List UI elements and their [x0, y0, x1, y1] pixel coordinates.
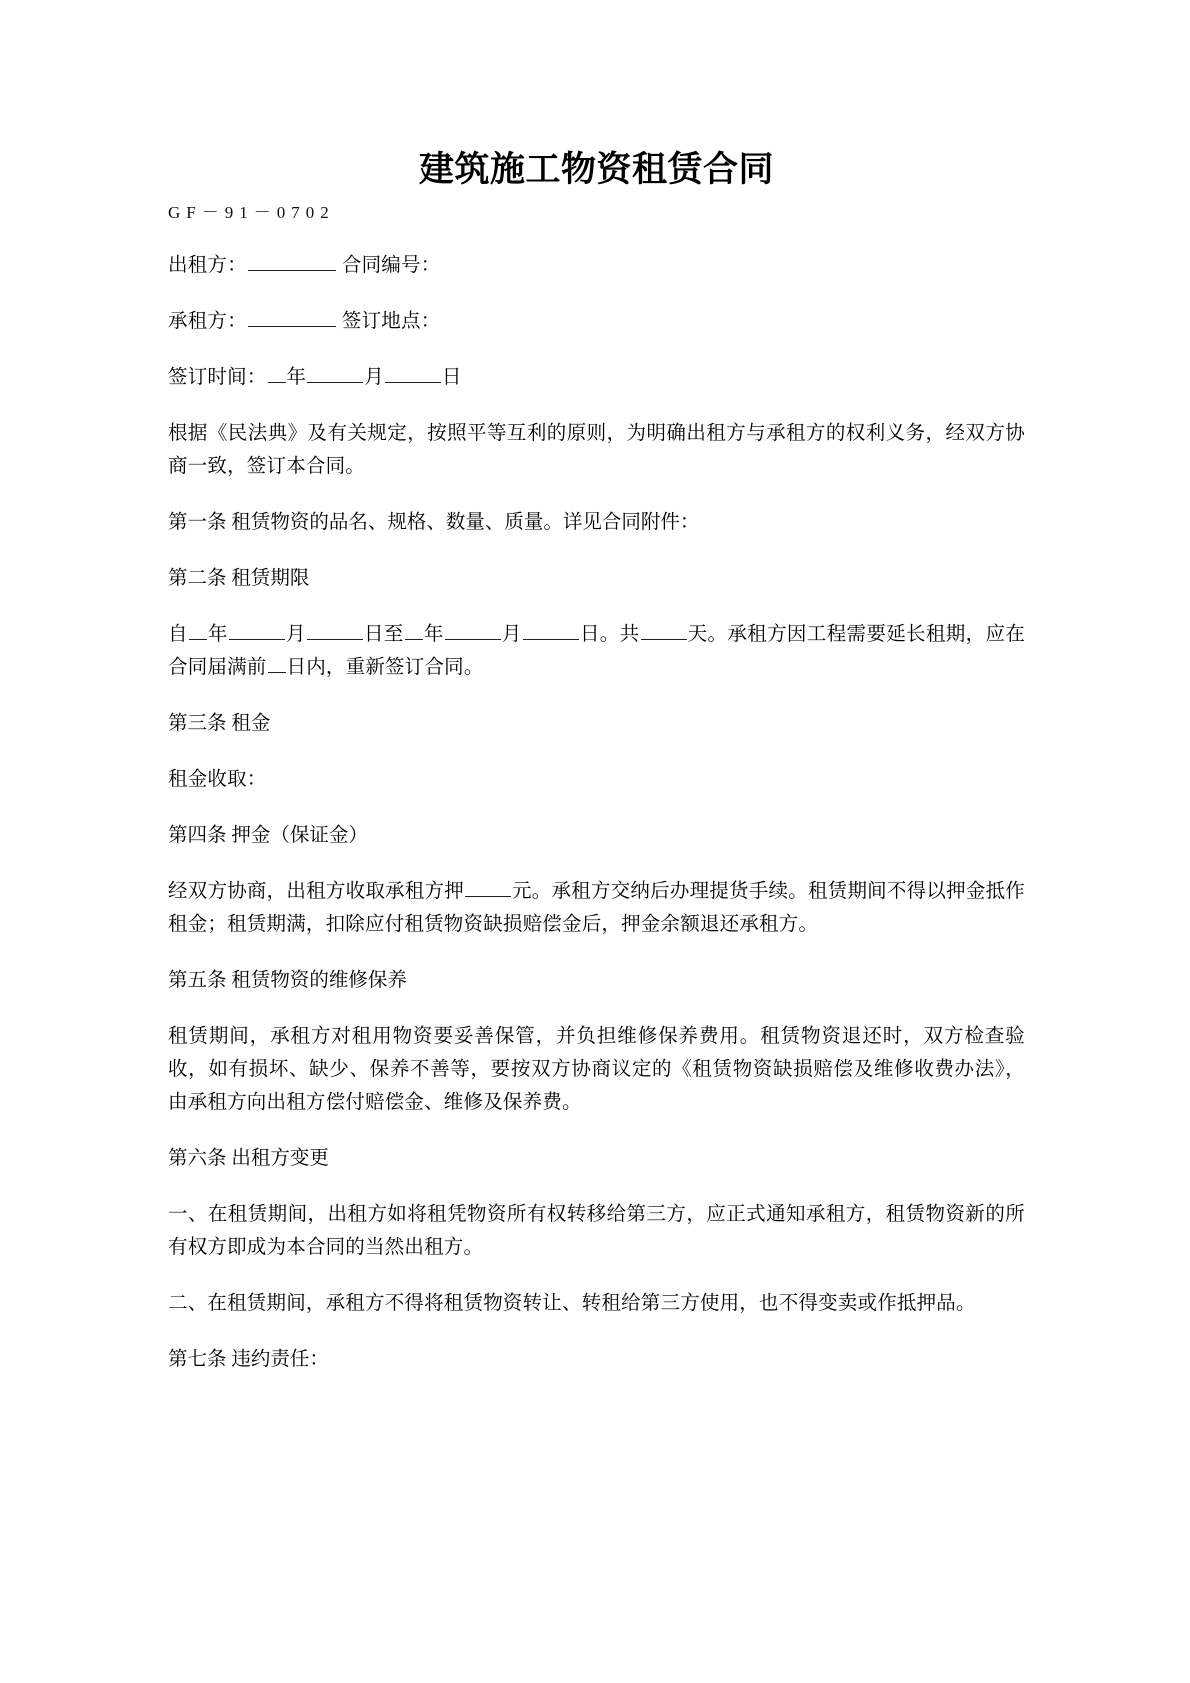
- sign-time-label: 签订时间：: [168, 366, 267, 388]
- sign-time-line: [168, 361, 1025, 394]
- lessee-label: 承租方：: [168, 310, 247, 332]
- lessor-change-item-2: 二、在租赁期间，承租方不得将租赁物资转让、转租给第三方使用，也不得变卖或作抵押品。: [168, 1292, 976, 1314]
- term-from-day-unit: 日至: [363, 623, 404, 645]
- contract-no-label: 合同编号：: [341, 254, 441, 276]
- rent-collection-line: 租金收取：: [168, 768, 267, 790]
- term-days-blank[interactable]: [641, 620, 687, 640]
- deposit-paragraph: [168, 875, 1025, 941]
- lessor-blank[interactable]: [248, 251, 336, 271]
- sign-year-blank[interactable]: [268, 363, 286, 383]
- clause-7-heading: 第七条 违约责任：: [168, 1348, 329, 1370]
- term-from-year-unit: 年: [207, 623, 228, 645]
- term-to-day-unit: 日。共: [579, 623, 640, 645]
- deposit-tail: 元。承租方交纳后办理提货手续。租赁期间不得以押金抵作租金；租赁期满，扣除应付租赁物资缺损赔偿金后，押金余额退还承租方。: [168, 880, 1025, 935]
- term-from-month-unit: 月: [285, 623, 306, 645]
- term-to-day-blank[interactable]: [523, 620, 579, 640]
- term-from-month-blank[interactable]: [229, 620, 285, 640]
- clause-4-heading: 第四条 押金（保证金）: [168, 824, 368, 846]
- sign-month-blank[interactable]: [307, 363, 363, 383]
- term-from-year-blank[interactable]: [189, 620, 207, 640]
- term-prefix: 自: [168, 623, 188, 645]
- clause-2-heading: 第二条 租赁期限: [168, 567, 310, 589]
- lessor-label: 出租方：: [168, 254, 247, 276]
- clause-5-heading: 第五条 租赁物资的维修保养: [168, 969, 407, 991]
- sign-day-blank[interactable]: [385, 363, 441, 383]
- lessee-line: [168, 305, 1025, 338]
- maintenance-paragraph: 租赁期间，承租方对租用物资要妥善保管，并负担维修保养费用。租赁物资退还时，双方检查验收，如有损坏、缺少、保养不善等，要按双方协商议定的《租赁物资缺损赔偿及维修收费办法》，由承租方向出租方偿付赔偿金、维修及保养费。: [168, 1025, 1025, 1113]
- lessee-blank[interactable]: [248, 307, 336, 327]
- lessor-line: [168, 249, 1025, 282]
- lessor-change-item-1: 一、在租赁期间，出租方如将租凭物资所有权转移给第三方，应正式通知承租方，租赁物资新的所有权方即成为本合同的当然出租方。: [168, 1203, 1025, 1258]
- page-title: 建筑施工物资租赁合同: [418, 150, 774, 189]
- sign-place-label: 签订地点：: [341, 310, 441, 332]
- term-to-year-blank[interactable]: [405, 620, 423, 640]
- lease-term-paragraph: [168, 618, 1025, 684]
- term-from-day-blank[interactable]: [307, 620, 363, 640]
- term-days-tail: 天。承租方因工程需要延长租期，应在合同届满前: [168, 623, 1026, 678]
- deposit-lead: 经双方协商，出租方收取承租方押: [168, 880, 464, 902]
- clause-6-heading: 第六条 出租方变更: [168, 1147, 329, 1169]
- day-unit: 日: [441, 366, 462, 388]
- term-renew-tail: 日内，重新签订合同。: [286, 656, 484, 678]
- document-code: GF－91－0702: [168, 202, 335, 222]
- clause-3-heading: 第三条 租金: [168, 712, 271, 734]
- term-to-month-unit: 月: [501, 623, 522, 645]
- term-renew-days-blank[interactable]: [268, 653, 286, 673]
- month-unit: 月: [364, 366, 384, 388]
- term-to-month-blank[interactable]: [445, 620, 501, 640]
- term-to-year-unit: 年: [423, 623, 444, 645]
- deposit-amount-blank[interactable]: [465, 877, 511, 897]
- clause-1-heading: 第一条 租赁物资的品名、规格、数量、质量。详见合同附件：: [168, 511, 700, 533]
- year-unit: 年: [286, 366, 307, 388]
- preamble-paragraph: 根据《民法典》及有关规定，按照平等互利的原则，为明确出租方与承租方的权利义务，经双方协商一致，签订本合同。: [168, 422, 1025, 477]
